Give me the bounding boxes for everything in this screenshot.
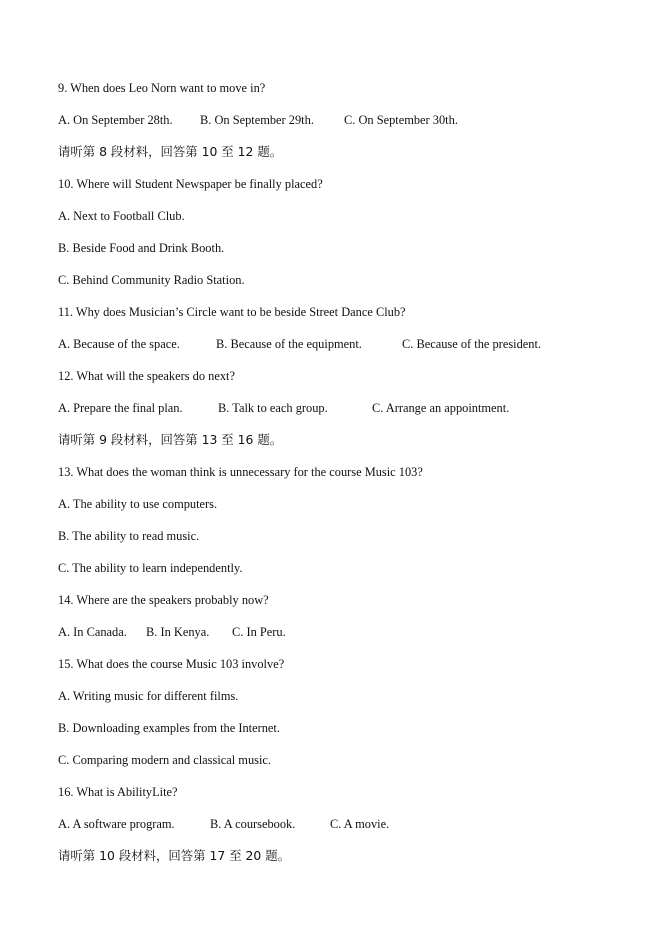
option-a: A. Writing music for different films.	[58, 689, 239, 703]
option-c: C. Because of the president.	[402, 337, 542, 351]
options-q14	[58, 624, 645, 640]
question-14: 14. Where are the speakers probably now?	[58, 593, 269, 607]
question-9: 9. When does Leo Norn want to move in?	[58, 81, 266, 95]
option-a: A. Next to Football Club.	[58, 209, 185, 223]
option-b: B. Because of the equipment.	[216, 337, 362, 351]
question-16: 16. What is AbilityLite?	[58, 785, 178, 799]
option-b: B. A coursebook.	[210, 817, 296, 831]
question-12: 12. What will the speakers do next?	[58, 369, 235, 383]
option-b: B. Downloading examples from the Internet.	[58, 721, 280, 735]
option-b: B. On September 29th.	[200, 113, 314, 127]
question-10: 10. Where will Student Newspaper be finally placed?	[58, 177, 323, 191]
options-q16	[58, 816, 645, 832]
question-13: 13. What does the woman think is unnecessary for the course Music 103?	[58, 465, 423, 479]
option-a: A. The ability to use computers.	[58, 497, 218, 511]
option-b: B. Talk to each group.	[218, 401, 328, 415]
question-11: 11. Why does Musician’s Circle want to be beside Street Dance Club?	[58, 305, 406, 319]
option-a: A. Because of the space.	[58, 337, 180, 351]
option-c: C. Arrange an appointment.	[372, 401, 510, 415]
option-c: C. A movie.	[330, 817, 390, 831]
options-q11	[58, 336, 645, 352]
option-c: C. Comparing modern and classical music.	[58, 753, 272, 767]
options-q9	[58, 112, 645, 128]
section-instruction-8: 请听第 8 段材料，回答第 10 至 12 题。	[58, 144, 283, 159]
option-a: A. Prepare the final plan.	[58, 401, 183, 415]
options-q12	[58, 400, 645, 416]
option-b: B. In Kenya.	[146, 625, 210, 639]
section-instruction-10: 请听第 10 段材料，回答第 17 至 20 题。	[58, 848, 291, 863]
option-c: C. In Peru.	[232, 625, 286, 639]
option-a: A. A software program.	[58, 817, 175, 831]
option-b: B. The ability to read music.	[58, 529, 200, 543]
option-b: B. Beside Food and Drink Booth.	[58, 241, 225, 255]
option-c: C. On September 30th.	[344, 113, 458, 127]
option-a: A. On September 28th.	[58, 113, 173, 127]
option-c: C. Behind Community Radio Station.	[58, 273, 245, 287]
option-a: A. In Canada.	[58, 625, 127, 639]
option-c: C. The ability to learn independently.	[58, 561, 243, 575]
question-15: 15. What does the course Music 103 involve?	[58, 657, 285, 671]
section-instruction-9: 请听第 9 段材料，回答第 13 至 16 题。	[58, 432, 283, 447]
